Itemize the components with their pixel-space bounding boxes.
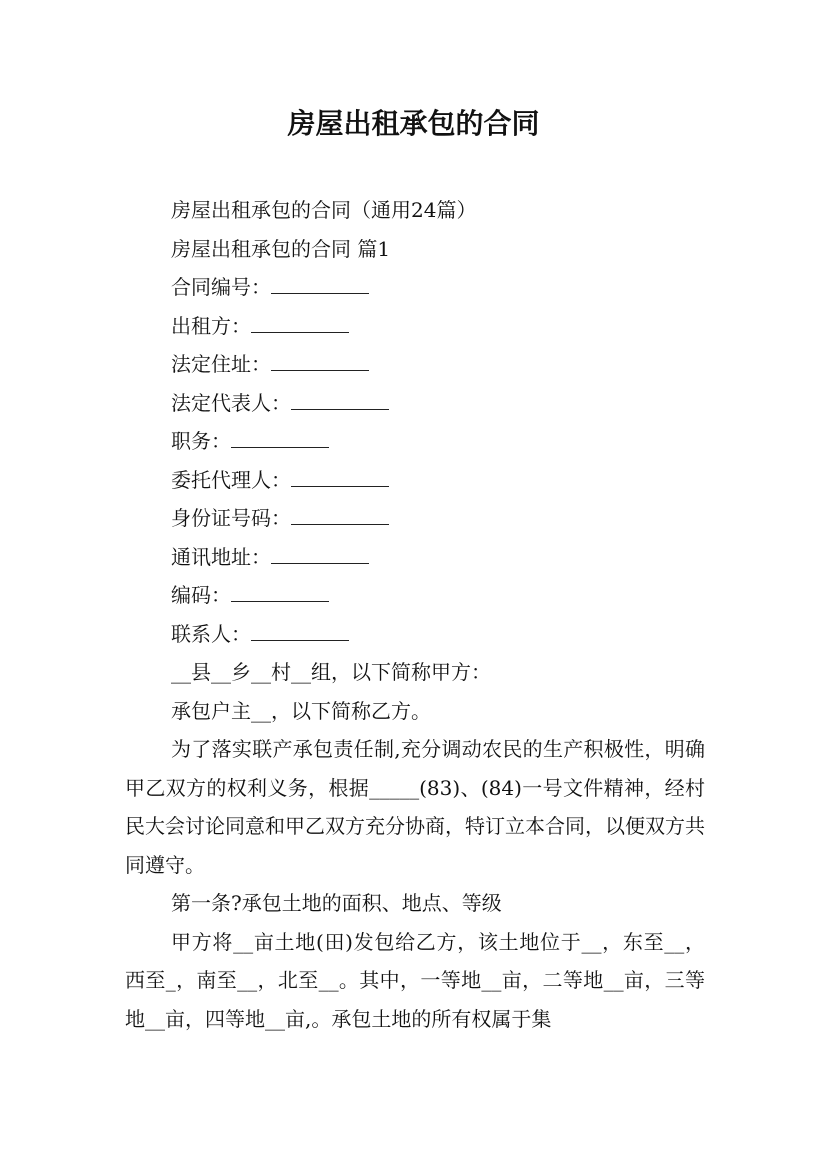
fill-in-blank: [251, 622, 349, 641]
form-field-agent: [125, 461, 705, 500]
fill-in-blank: [231, 429, 329, 448]
form-field-legal-address: [125, 345, 705, 384]
paragraph: 承包户主__，以下简称乙方。: [171, 698, 431, 723]
field-label: 通讯地址：: [171, 544, 271, 569]
paragraph: 为了落实联产承包责任制,充分调动农民的生产积极性，明确甲乙双方的权利义务，根据_____(83)、(84)一号文件精神，经村民大会讨论同意和甲乙双方充分协商，特订立本合同，以便双方共同遵守。: [125, 737, 705, 877]
paragraph: 甲方将__亩土地(田)发包给乙方，该土地位于__，东至__，西至_，南至__，北至__。其中，一等地__亩，二等地__亩，三等地__亩，四等地__亩,。承包土地的所有权属于集: [125, 929, 705, 1031]
form-field-legal-representative: [125, 384, 705, 423]
field-label: 法定代表人：: [171, 390, 291, 415]
form-field-id-number: [125, 499, 705, 538]
paragraph: 房屋出租承包的合同（通用24篇）: [171, 198, 477, 222]
field-label: 职务：: [171, 429, 231, 453]
field-label: 委托代理人：: [171, 467, 291, 492]
fill-in-blank: [291, 506, 389, 525]
form-field-lessor: [125, 307, 705, 346]
paragraph: __县__乡__村__组，以下简称甲方：: [171, 660, 491, 684]
field-label: 编码：: [171, 583, 231, 607]
paragraph: 房屋出租承包的合同 篇1: [171, 236, 391, 261]
fill-in-blank: [231, 583, 329, 602]
fill-in-blank: [291, 391, 389, 410]
fill-in-blank: [251, 314, 349, 333]
fill-in-blank: [271, 352, 369, 371]
form-field-mailing-address: [125, 538, 705, 577]
document-title: 房屋出租承包的合同: [287, 107, 540, 140]
field-label: 法定住址：: [171, 352, 271, 376]
section-heading: 第一条?承包土地的面积、地点、等级: [171, 891, 502, 915]
field-label: 联系人：: [171, 621, 251, 646]
fill-in-blank: [271, 545, 369, 564]
form-field-postcode: [125, 576, 705, 615]
fill-in-blank: [271, 275, 369, 294]
form-field-contact-person: [125, 615, 705, 654]
field-label: 身份证号码：: [171, 506, 291, 530]
field-label: 出租方：: [171, 313, 251, 338]
fill-in-blank: [291, 468, 389, 487]
form-field-position: [125, 422, 705, 461]
document-body: [125, 191, 705, 1038]
form-field-contract-number: [125, 268, 705, 307]
field-label: 合同编号：: [171, 275, 271, 299]
